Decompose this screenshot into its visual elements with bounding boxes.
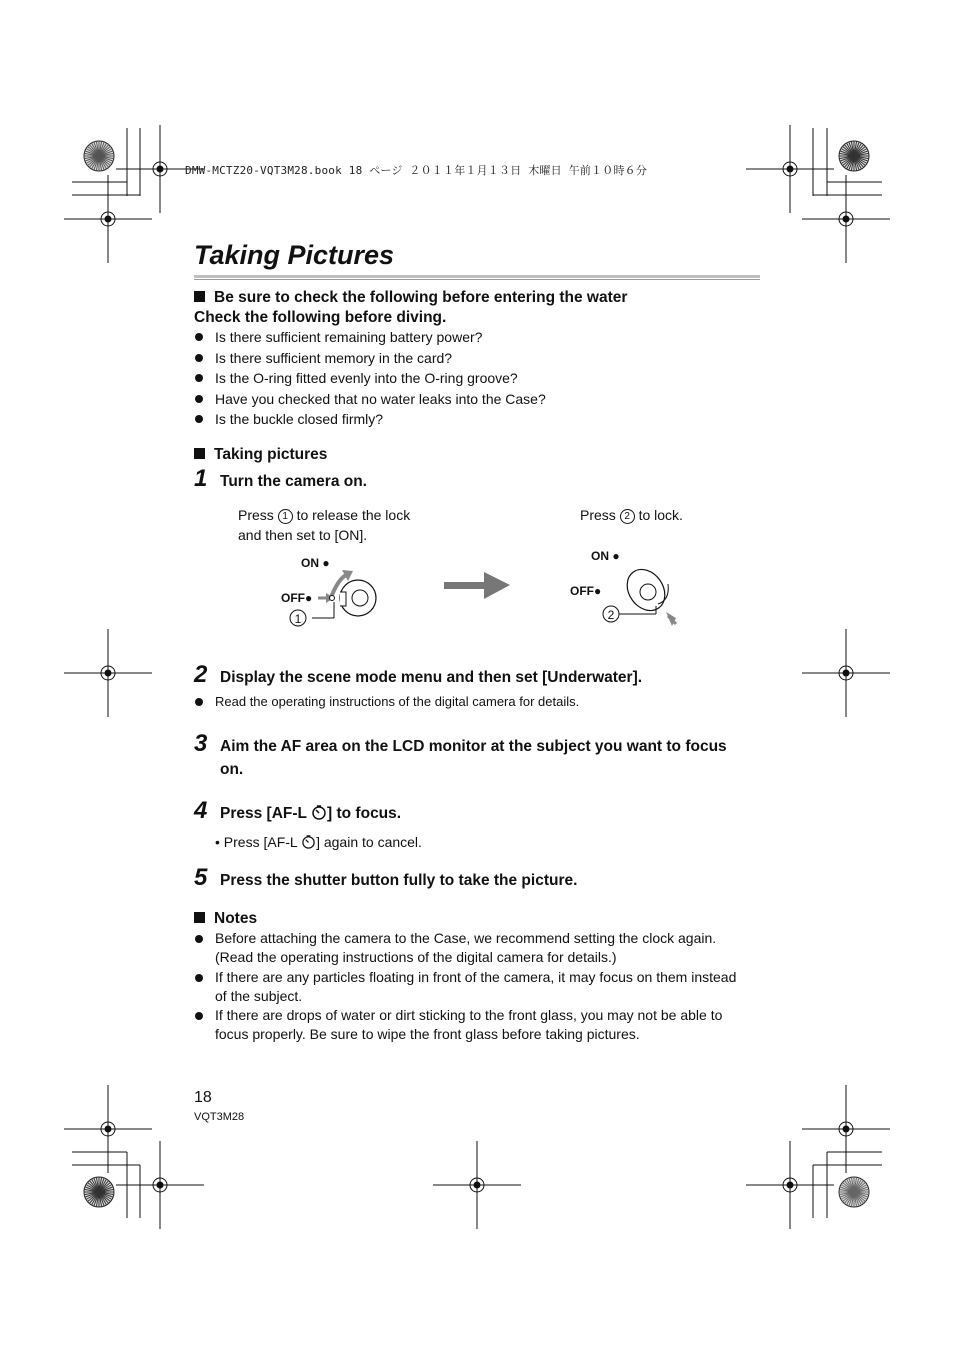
switch-off-label: OFF● [281,591,313,605]
color-bar-sunburst-icon [839,141,869,171]
step-4 [194,797,401,825]
step-number: 3 [194,730,208,757]
step-2 [194,661,642,689]
notes-list [194,929,764,1044]
page-title: Taking Pictures [194,240,395,270]
step-number: 2 [194,661,208,688]
registration-target-icon [433,1141,521,1229]
diagram-caption-left: Press 1 to release the lock and then set to [ON]. [238,507,411,543]
color-bar-sunburst-icon [839,1177,869,1207]
step-4-note: • Press [AF-L ] again to cancel. [215,834,422,850]
color-bar-sunburst-icon [84,1177,114,1207]
list-item: Have you checked that no water leaks into the Case? [194,389,764,410]
list-item: If there are drops of water or dirt sticking to the front glass, you may not be able to focus properly. Be sure to wipe the front glass before taking pictures. [194,1006,764,1044]
registration-target-icon [802,175,890,263]
switch-on-label: ON ● [591,549,620,563]
section-heading-taking-pictures: Taking pictures [194,446,327,464]
power-switch-lock-illustration [596,560,716,640]
circled-number: 2 [607,608,615,622]
list-item: Is the buckle closed firmly? [194,409,764,430]
list-item: Is there sufficient remaining battery power? [194,327,764,348]
step-text: Aim the AF area on the LCD monitor at the subject you want to focus [220,738,727,755]
circled-number: 2 [620,509,635,524]
step-text-continued: on. [220,761,244,778]
square-bullet-icon [194,291,205,302]
registration-target-icon [64,1085,152,1173]
document-code: VQT3M28 [194,1111,245,1123]
self-timer-icon [311,804,327,820]
square-bullet-icon [194,448,205,459]
step-3 [194,730,727,758]
circled-number: 1 [278,509,293,524]
step-text: Turn the camera on. [220,473,367,490]
page-number: 18 [194,1089,212,1106]
step-1 [194,465,367,493]
registration-target-icon [746,125,834,213]
list-item: Before attaching the camera to the Case, we recommend setting the clock again. (Read the operating instructions of the digital camera for details.) [194,929,764,967]
step-number: 1 [194,465,208,492]
registration-target-icon [64,629,152,717]
section-subheading: Check the following before diving. [194,309,447,326]
switch-on-label: ON ● [301,556,330,570]
circled-number: 1 [294,612,302,626]
step-text: Press the shutter button fully to take the picture. [220,872,578,889]
arrow-right-icon [444,572,514,602]
section-heading-notes: Notes [194,910,257,928]
step-text: Display the scene mode menu and then set [Underwater]. [220,669,643,686]
registration-target-icon [802,1085,890,1173]
list-item: Read the operating instructions of the digital camera for details. [194,692,764,713]
registration-target-icon [116,1141,204,1229]
list-item: If there are any particles floating in front of the camera, it may focus on them instead of the subject. [194,968,764,1006]
step-text: Press [AF-L ] to focus. [220,805,402,822]
list-item: Is there sufficient memory in the card? [194,348,764,369]
registration-target-icon [64,175,152,263]
list-item: Is the O-ring fitted evenly into the O-ring groove? [194,368,764,389]
registration-target-icon [746,1141,834,1229]
power-switch-unlock-illustration [290,562,410,642]
print-header: DMW-MCTZ20-VQT3M28.book 18 ページ ２０１１年１月１３日 木曜日 午前１０時６分 [185,164,648,177]
step-number: 5 [194,864,208,891]
registration-target-icon [802,629,890,717]
section-heading-checks: Be sure to check the following before entering the water [194,289,627,307]
step-5 [194,864,577,892]
step-number: 4 [194,797,208,824]
title-rule [194,275,760,280]
square-bullet-icon [194,912,205,923]
switch-off-label: OFF● [570,584,602,598]
diagram-caption-right: Press 2 to lock. [580,507,683,523]
check-list [194,327,764,430]
step-2-notes [194,692,764,713]
self-timer-icon [301,834,316,849]
color-bar-sunburst-icon [84,141,114,171]
